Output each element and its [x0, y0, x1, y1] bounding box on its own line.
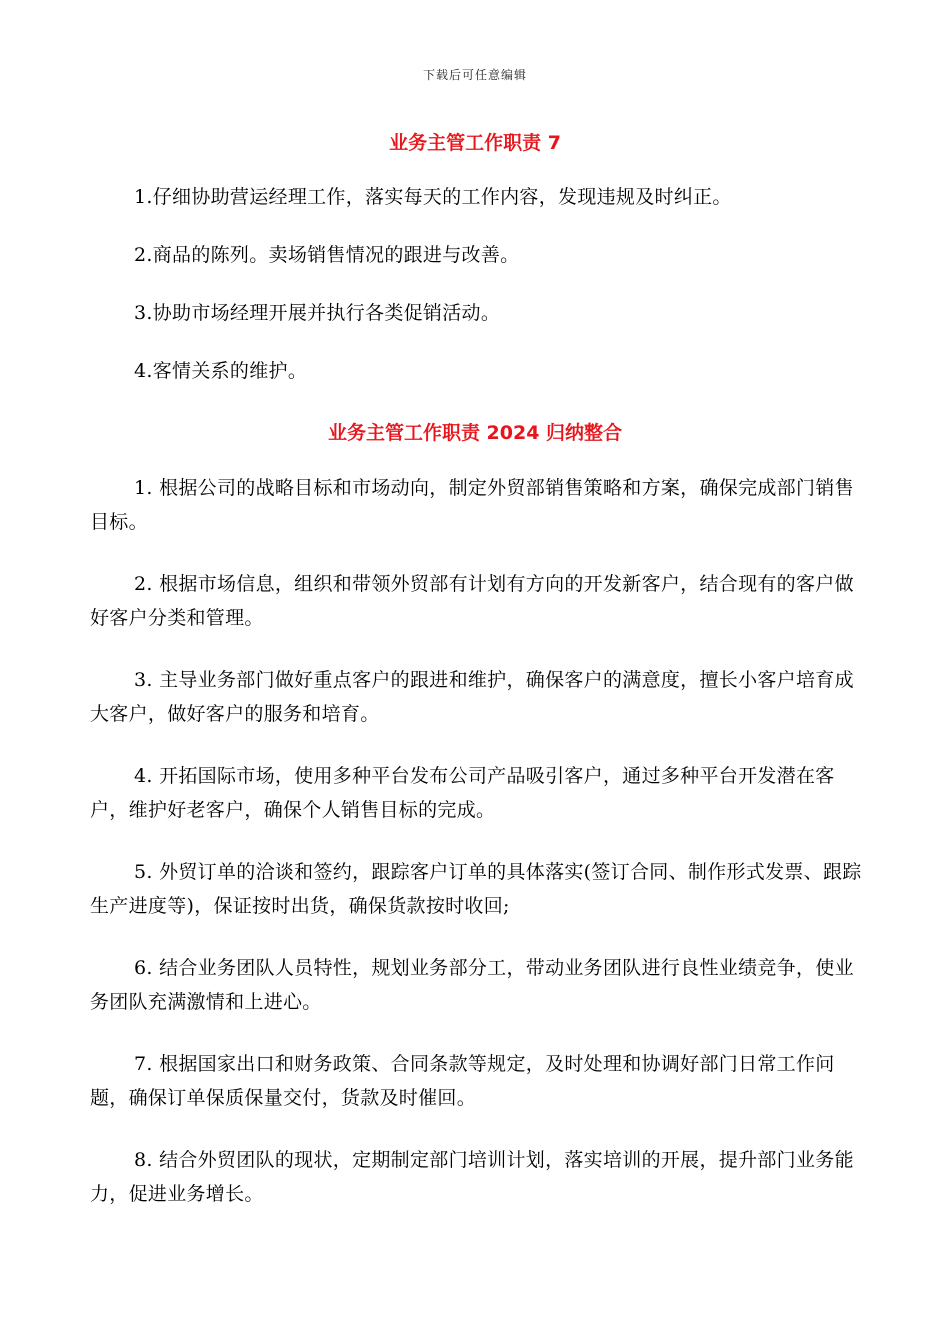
section-title-duties-7: 业务主管工作职责 7: [389, 132, 561, 154]
list-item: 1. 根据公司的战略目标和市场动向，制定外贸部销售策略和方案，确保完成部门销售目标。: [90, 477, 854, 533]
list-item: 2. 根据市场信息，组织和带领外贸部有计划有方向的开发新客户，结合现有的客户做好客户分类和管理。: [90, 573, 854, 629]
list-item: 2.商品的陈列。卖场销售情况的跟进与改善。: [134, 244, 520, 266]
list-item: 5. 外贸订单的洽谈和签约，跟踪客户订单的具体落实(签订合同、制作形式发票、跟踪生产进度等)，保证按时出货，确保货款按时收回;: [90, 861, 862, 917]
section-title-duties-2024: 业务主管工作职责 2024 归纳整合: [327, 422, 623, 444]
list-item: 8. 结合外贸团队的现状，定期制定部门培训计划，落实培训的开展，提升部门业务能力，促进业务增长。: [90, 1149, 854, 1205]
list-item: 4.客情关系的维护。: [134, 360, 308, 382]
list-item: 3.协助市场经理开展并执行各类促销活动。: [134, 302, 501, 324]
list-item: 4. 开拓国际市场，使用多种平台发布公司产品吸引客户，通过多种平台开发潜在客户，维护好老客户，确保个人销售目标的完成。: [90, 765, 835, 821]
list-item: 6. 结合业务团队人员特性，规划业务部分工，带动业务团队进行良性业绩竞争，使业务团队充满激情和上进心。: [90, 957, 854, 1013]
list-item: 1.仔细协助营运经理工作，落实每天的工作内容，发现违规及时纠正。: [134, 186, 732, 208]
list-item: 3. 主导业务部门做好重点客户的跟进和维护，确保客户的满意度，擅长小客户培育成大客户，做好客户的服务和培育。: [90, 669, 854, 725]
header-note: 下载后可任意编辑: [422, 68, 527, 82]
list-item: 7. 根据国家出口和财务政策、合同条款等规定，及时处理和协调好部门日常工作问题，确保订单保质保量交付，货款及时催回。: [90, 1053, 835, 1109]
